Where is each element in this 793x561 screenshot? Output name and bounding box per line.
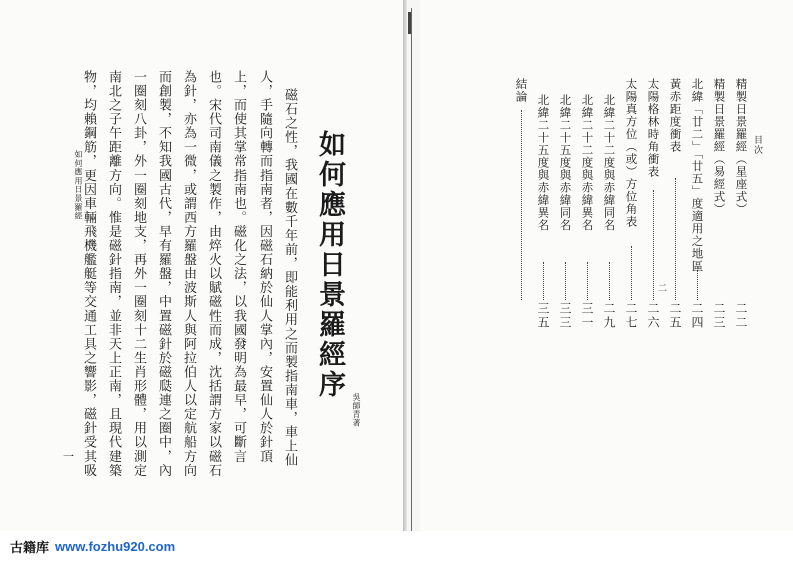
toc-entry-title: 北緯二十二度與赤緯同名 <box>602 94 617 232</box>
book-gutter-shadow <box>403 0 407 561</box>
toc-leader <box>653 190 654 300</box>
page-number-right: 二 <box>656 283 666 292</box>
gutter-mark <box>408 12 411 34</box>
author-credit: 吳師青著 <box>352 393 361 427</box>
toc-entry-page: 二六 <box>646 302 660 330</box>
toc-leader <box>631 246 632 300</box>
body-column: 人，手隨向轉而指南者，因磁石納於仙人掌內，安置仙人於針頂 <box>257 70 272 464</box>
body-column: 為針，亦為一微，或謂西方羅盤由波斯人與阿拉伯人以定航船方向 <box>181 70 196 478</box>
toc-entry-page: 二七 <box>624 302 638 330</box>
page-number-left: 一 <box>63 450 74 463</box>
toc-entry-page: 三五 <box>536 302 550 330</box>
site-watermark <box>0 531 793 561</box>
book-gutter-line <box>411 8 412 561</box>
toc-entry-page: 三一 <box>580 302 594 330</box>
toc-entry-title: 太陽格林時角衝表 <box>646 78 661 178</box>
toc-entry-title: 北緯二十五度與赤緯同名 <box>558 94 573 232</box>
toc-leader <box>609 262 610 300</box>
body-column: 物，均賴鋼筋，更因車輛飛機艦艇等交通工具之響影，磁針受其吸 <box>81 70 96 478</box>
toc-entry-title: 北緯二十五度與赤緯異名 <box>536 94 551 232</box>
toc-entry-title: 太陽真方位（或）方位角表 <box>624 78 639 228</box>
toc-entry-title: 北緯「廿二」「廿五」度適用之地區 <box>690 78 705 273</box>
right-page <box>420 0 793 561</box>
toc-entry-page: 二四 <box>690 302 704 330</box>
toc-header: 目次 <box>752 135 762 155</box>
toc-leader <box>565 262 566 300</box>
watermark-site-name: 古籍库 <box>10 539 50 555</box>
toc-entry-page: 二五 <box>668 302 682 330</box>
body-column: 一圈刻八卦，外一圈刻地支，再外一圈刻十二生肖形體，用以測定 <box>131 70 146 478</box>
toc-leader <box>697 270 698 300</box>
body-column: 而創製，不知我國古代，早有羅盤，中置磁針於磁瓞連之圈中，內 <box>156 70 171 478</box>
body-column: 上，而使其掌常指南也。磁化之法，以我國發明為最早，可斷言 <box>231 70 246 464</box>
toc-entry-page: 二九 <box>602 302 616 330</box>
toc-leader <box>675 178 676 300</box>
toc-entry-page: 三三 <box>558 302 572 330</box>
body-column: 也。宋代司南儀之製作，由焠火以賦磁性而成，沈括謂方家以磁石 <box>206 70 221 478</box>
toc-entry-title: 北緯二十二度與赤緯異名 <box>580 94 595 232</box>
toc-leader <box>521 110 522 300</box>
toc-entry-title: 黃赤距度衝表 <box>668 78 683 153</box>
watermark-url: www.fozhu920.com <box>55 538 176 554</box>
preface-title: 如何應用日景羅經序 <box>314 130 345 400</box>
running-footer: 如何應用日景羅經 <box>74 150 83 221</box>
toc-entry-title: 結論 <box>514 78 529 103</box>
body-column: 南北之子午距離方向。惟是磁針指南，並非天上正南，且現代建築 <box>106 70 121 478</box>
toc-entry-title: 精製日景羅經（星座式） <box>734 78 749 216</box>
body-column: 磁石之性，我國在數千年前，即能利用之而製指南車，車上仙 <box>282 88 297 468</box>
toc-entry-title: 精製日景羅經（易經式） <box>712 78 727 216</box>
toc-leader <box>587 262 588 300</box>
toc-entry-page: 二三 <box>712 302 726 330</box>
toc-entry-page: 二二 <box>734 302 748 330</box>
toc-leader <box>543 262 544 300</box>
